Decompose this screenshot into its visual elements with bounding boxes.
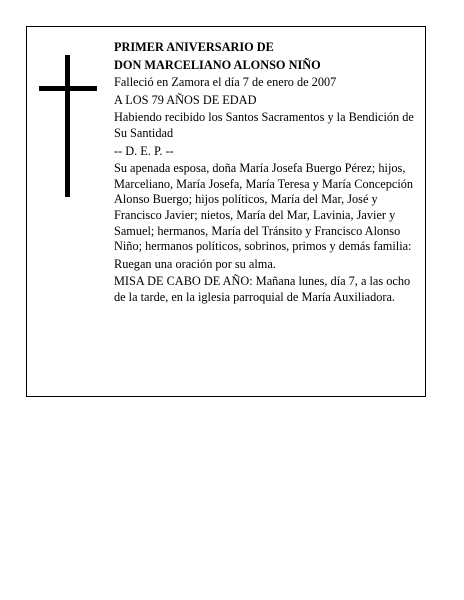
cross-icon [39, 55, 97, 197]
family-paragraph: Su apenada esposa, doña María Josefa Buergo Pérez; hijos, Marceliano, María Josefa, María Teresa y María Concepción Alonso Buergo; hijos políticos, María del Mar, José y Francisco Javier; nietos, María del Mar, Lavinia, Javier y Samuel; hermanos, María del Tránsito y Francisco Alonso Niño; hermanos políticos, sobrinos, primos y demás familia: [114, 161, 414, 254]
title-line-2: DON MARCELIANO ALONSO NIÑO [114, 57, 321, 72]
prayer-request: Ruegan una oración por su alma. [114, 256, 276, 271]
rip-line: -- D. E. P. -- [114, 143, 174, 158]
obituary-notice [26, 26, 426, 397]
notice-title [114, 40, 420, 73]
sacraments-line: Habiendo recibido los Santos Sacramentos y la Bendición de Su Santidad [114, 110, 414, 140]
death-info: Falleció en Zamora el día 7 de enero de 2007 [114, 75, 337, 90]
cross-vertical-bar [65, 55, 70, 197]
cross-horizontal-bar [39, 86, 97, 91]
mass-announcement: MISA DE CABO DE AÑO: Mañana lunes, día 7, a las ocho de la tarde, en la iglesia parroquial de María Auxiliadora. [114, 274, 411, 304]
title-line-1: PRIMER ANIVERSARIO DE [114, 40, 274, 54]
age-line: A LOS 79 AÑOS DE EDAD [114, 92, 257, 107]
notice-text [114, 40, 420, 308]
